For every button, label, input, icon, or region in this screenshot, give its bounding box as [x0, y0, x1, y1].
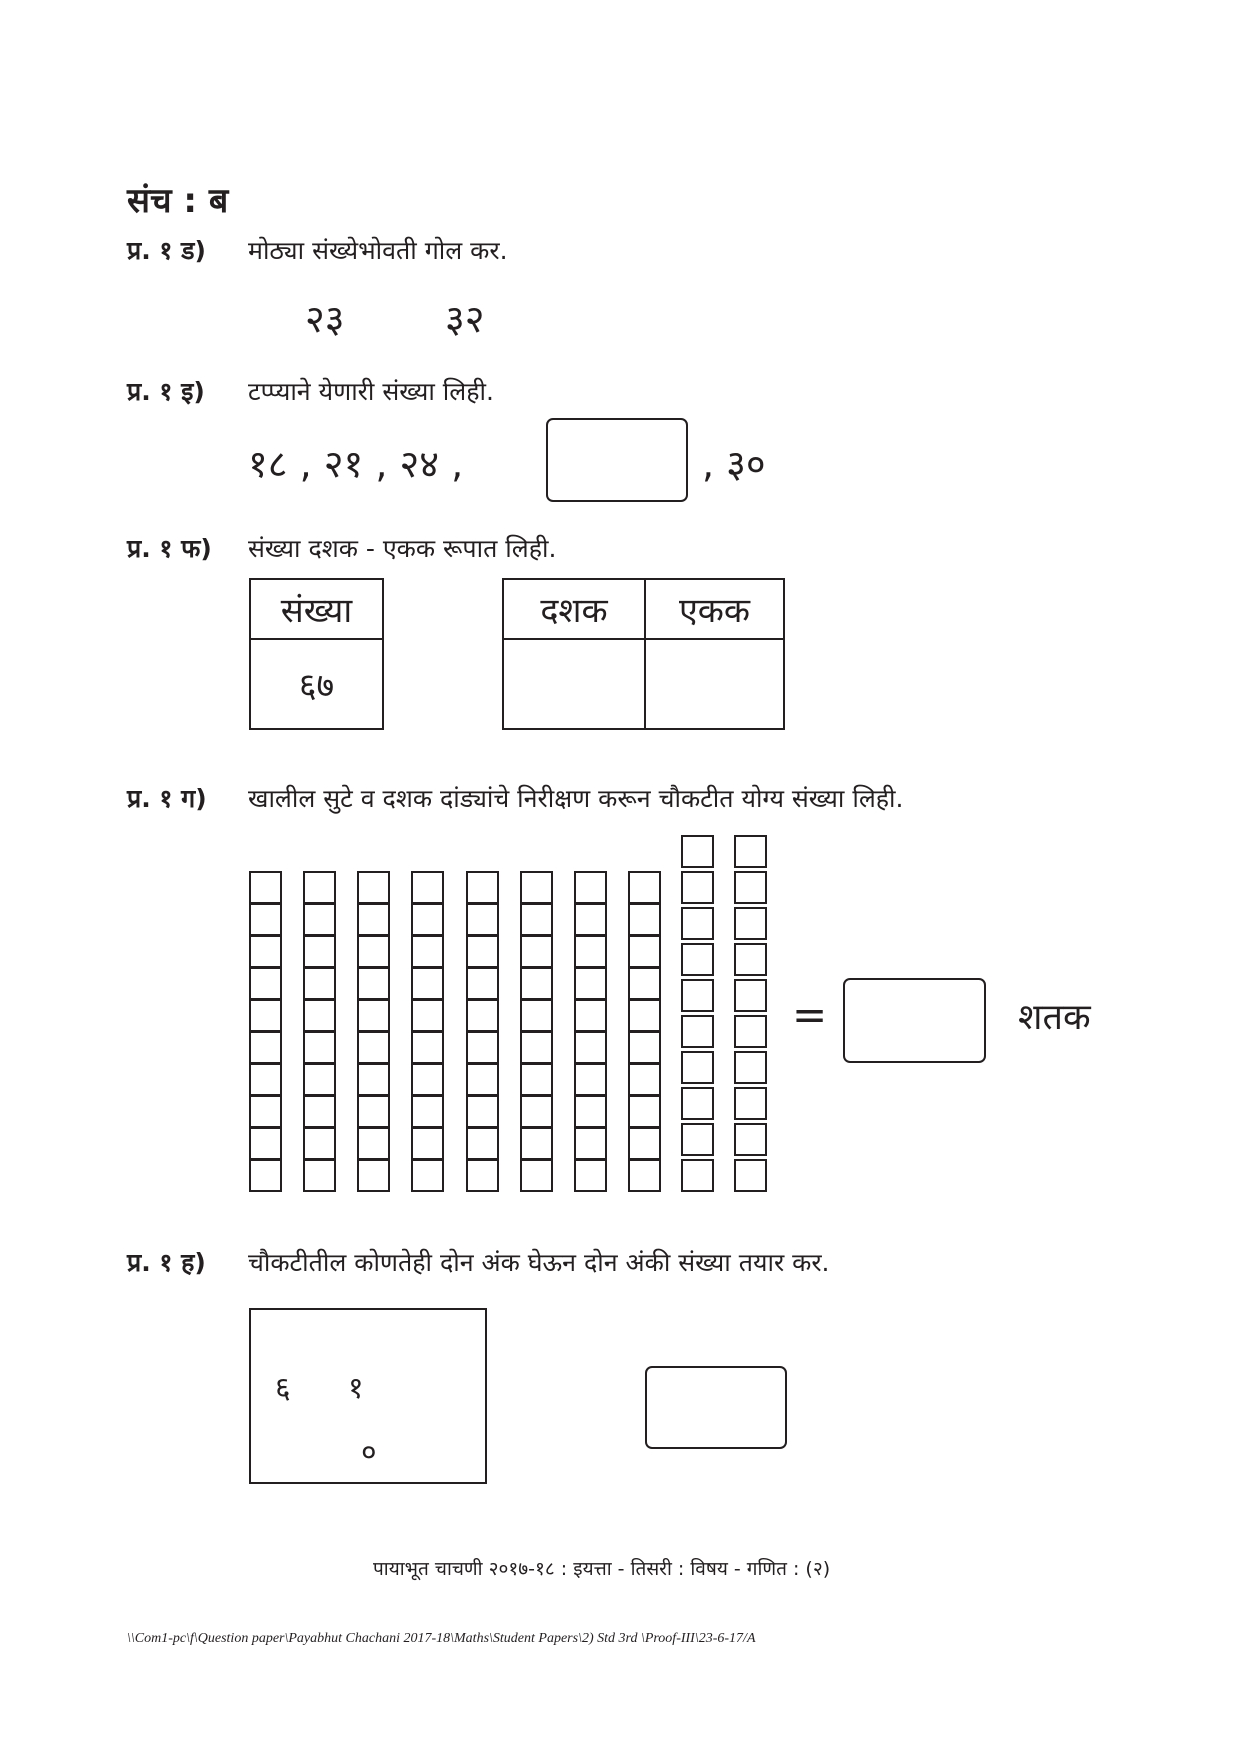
number-value: ६७ — [298, 666, 335, 706]
unit-square — [628, 935, 661, 968]
unit-square — [303, 999, 336, 1032]
unit-square — [574, 1159, 607, 1192]
hundreds-answer-box[interactable] — [843, 978, 986, 1063]
unit-square — [249, 1095, 282, 1128]
unit-square — [357, 1063, 390, 1096]
ones-header — [644, 578, 785, 640]
unit-square — [357, 935, 390, 968]
unit-square — [357, 903, 390, 936]
unit-square — [411, 1159, 444, 1192]
unit-square — [681, 1159, 714, 1192]
question-1d-label: प्र. १ ड) — [127, 236, 206, 265]
unit-square — [466, 1159, 499, 1192]
unit-square — [249, 871, 282, 904]
unit-square — [734, 1015, 767, 1048]
ones-header-label: एकक — [678, 591, 751, 631]
unit-square — [574, 967, 607, 1000]
unit-square — [357, 967, 390, 1000]
question-1g-text: खालील सुटे व दशक दांड्यांचे निरीक्षण करून चौकटीत योग्य संख्या लिही. — [248, 784, 904, 813]
tens-header — [502, 578, 646, 640]
digit: ६ — [275, 1371, 291, 1406]
question-1g-label: प्र. १ ग) — [127, 784, 207, 813]
unit-square — [628, 1095, 661, 1128]
digit: १ — [348, 1371, 364, 1406]
unit-square — [249, 1159, 282, 1192]
unit-square — [411, 1031, 444, 1064]
unit-square — [303, 903, 336, 936]
page-footer: पायाभूत चाचणी २०१७-१८ : इयत्ता - तिसरी : विषय - गणित : (२) — [373, 1558, 831, 1580]
unit-square — [466, 935, 499, 968]
ones-answer-cell[interactable] — [644, 638, 785, 730]
equals-sign: = — [792, 990, 828, 1039]
unit-square — [411, 967, 444, 1000]
unit-square — [734, 1087, 767, 1120]
digit-box — [249, 1308, 487, 1484]
unit-square — [411, 903, 444, 936]
unit-square — [411, 1127, 444, 1160]
unit-square — [681, 907, 714, 940]
unit-square — [628, 1031, 661, 1064]
unit-square — [249, 903, 282, 936]
question-1f-label: प्र. १ फ) — [127, 534, 212, 563]
unit-square — [357, 999, 390, 1032]
unit-square — [357, 871, 390, 904]
unit-square — [520, 1127, 553, 1160]
unit-square — [628, 871, 661, 904]
unit-square — [303, 1095, 336, 1128]
unit-square — [628, 903, 661, 936]
set-title: संच : ब — [127, 181, 229, 221]
unit-square — [681, 1123, 714, 1156]
unit-square — [466, 1063, 499, 1096]
sequence-answer-box[interactable] — [546, 418, 688, 502]
question-1d-text: मोठ्या संख्येभोवती गोल कर. — [248, 236, 508, 265]
unit-square — [574, 903, 607, 936]
unit-square — [466, 1031, 499, 1064]
unit-square — [574, 1127, 607, 1160]
unit-square — [734, 835, 767, 868]
unit-square — [520, 1063, 553, 1096]
unit-square — [734, 871, 767, 904]
two-digit-answer-box[interactable] — [645, 1366, 787, 1449]
unit-square — [303, 1063, 336, 1096]
unit-square — [303, 1127, 336, 1160]
unit-square — [628, 967, 661, 1000]
unit-square — [411, 871, 444, 904]
sequence-after: , ३० — [702, 442, 766, 486]
unit-square — [734, 979, 767, 1012]
number-header-label: संख्या — [280, 591, 353, 631]
unit-square — [249, 935, 282, 968]
file-path: \\Com1-pc\f\Question paper\Payabhut Chachani 2017-18\Maths\Student Papers\2) Std 3rd \Proof-III\23-6-17/A — [127, 1631, 756, 1646]
unit-square — [303, 871, 336, 904]
question-1f-text: संख्या दशक - एकक रूपात लिही. — [248, 534, 557, 563]
question-1i-label: प्र. १ इ) — [127, 377, 205, 406]
unit-square — [249, 1031, 282, 1064]
unit-square — [520, 871, 553, 904]
unit-square — [466, 871, 499, 904]
tens-answer-cell[interactable] — [502, 638, 646, 730]
number-table-value — [249, 638, 384, 730]
unit-square — [520, 1159, 553, 1192]
unit-square — [574, 1095, 607, 1128]
unit-square — [628, 999, 661, 1032]
unit-square — [357, 1095, 390, 1128]
sequence-before: १८ , २१ , २४ , — [248, 442, 464, 486]
tens-header-label: दशक — [540, 591, 608, 631]
unit-square — [249, 967, 282, 1000]
unit-square — [466, 1095, 499, 1128]
unit-square — [411, 1095, 444, 1128]
number-table-header — [249, 578, 384, 640]
unit-square — [520, 1095, 553, 1128]
unit-square — [734, 1123, 767, 1156]
unit-square — [574, 871, 607, 904]
unit-square — [466, 1127, 499, 1160]
unit-square — [303, 935, 336, 968]
unit-square — [574, 999, 607, 1032]
unit-square — [734, 1051, 767, 1084]
unit-square — [520, 1031, 553, 1064]
unit-square — [628, 1127, 661, 1160]
unit-square — [357, 1031, 390, 1064]
unit-square — [249, 1063, 282, 1096]
question-1i-text: टप्प्याने येणारी संख्या लिही. — [248, 377, 494, 406]
unit-square — [574, 1063, 607, 1096]
unit-square — [734, 907, 767, 940]
unit-square — [681, 835, 714, 868]
unit-square — [357, 1127, 390, 1160]
digit: ० — [361, 1435, 377, 1470]
unit-square — [681, 943, 714, 976]
unit-square — [411, 1063, 444, 1096]
number-option[interactable]: २३ — [305, 297, 345, 341]
unit-square — [734, 1159, 767, 1192]
unit-square — [520, 935, 553, 968]
unit-square — [303, 1159, 336, 1192]
unit-square — [466, 967, 499, 1000]
unit-square — [681, 1051, 714, 1084]
unit-square — [466, 903, 499, 936]
unit-square — [411, 999, 444, 1032]
unit-square — [520, 903, 553, 936]
unit-square — [357, 1159, 390, 1192]
unit-square — [681, 1087, 714, 1120]
unit-square — [303, 967, 336, 1000]
question-1h-text: चौकटीतील कोणतेही दोन अंक घेऊन दोन अंकी संख्या तयार कर. — [248, 1248, 830, 1277]
number-option[interactable]: ३२ — [445, 297, 485, 341]
unit-square — [628, 1159, 661, 1192]
unit-square — [734, 943, 767, 976]
unit-square — [574, 1031, 607, 1064]
unit-square — [249, 1127, 282, 1160]
unit-square — [681, 1015, 714, 1048]
unit-square — [520, 999, 553, 1032]
unit-square — [520, 967, 553, 1000]
unit-square — [574, 935, 607, 968]
unit-square — [681, 871, 714, 904]
unit-square — [466, 999, 499, 1032]
unit-square — [681, 979, 714, 1012]
hundreds-unit-label: शतक — [1018, 997, 1091, 1038]
unit-square — [411, 935, 444, 968]
unit-square — [628, 1063, 661, 1096]
question-1h-label: प्र. १ ह) — [127, 1248, 206, 1277]
unit-square — [249, 999, 282, 1032]
unit-square — [303, 1031, 336, 1064]
